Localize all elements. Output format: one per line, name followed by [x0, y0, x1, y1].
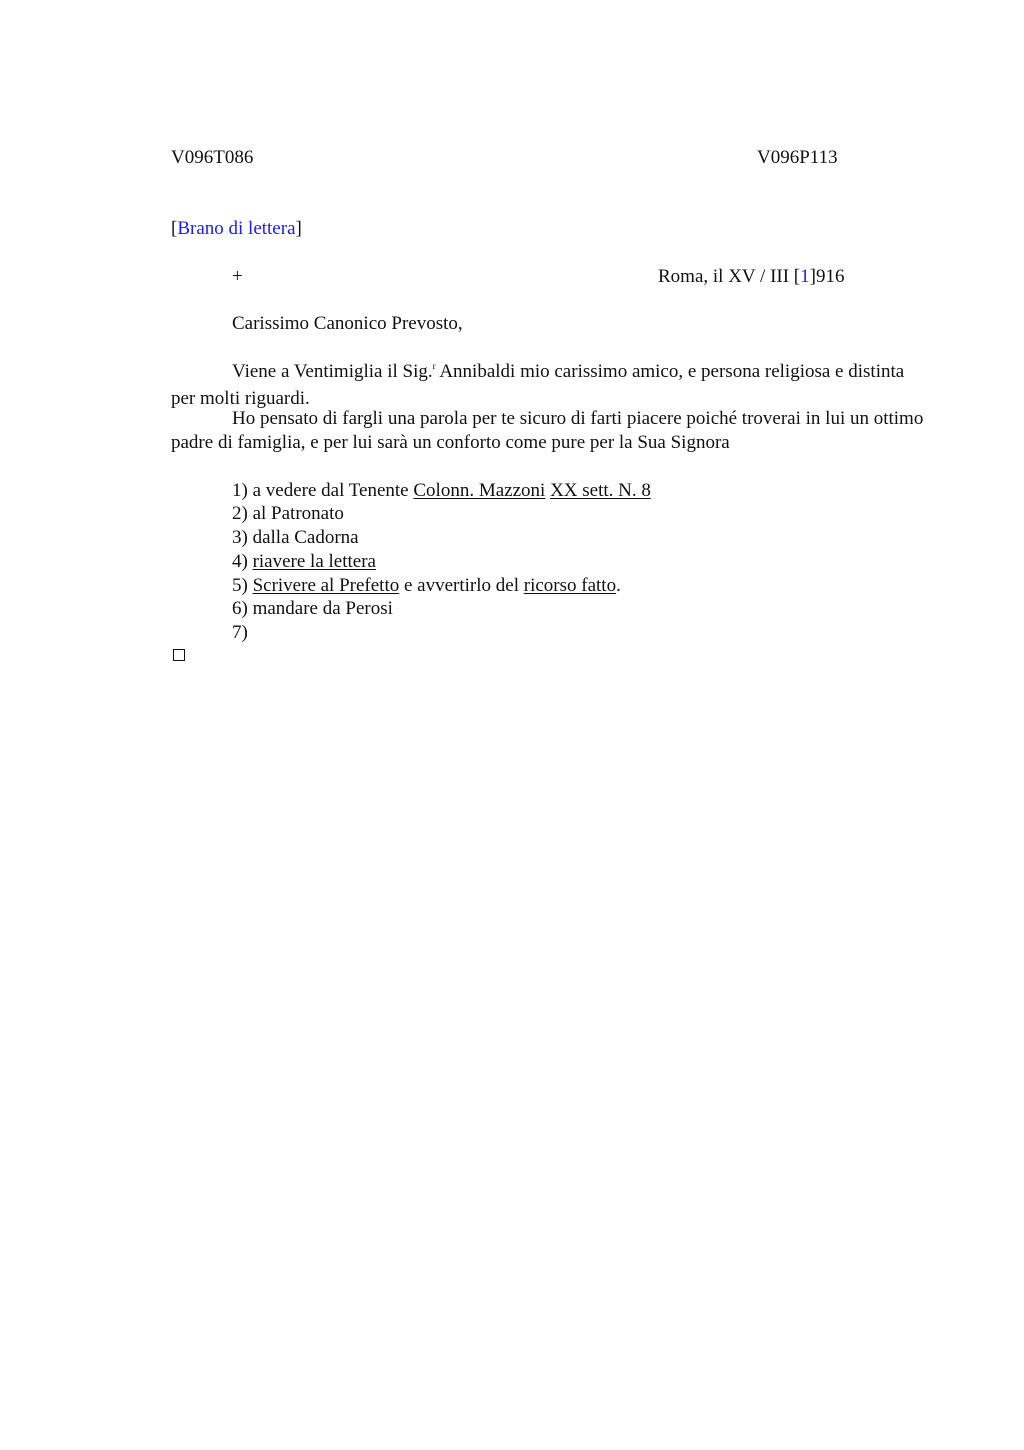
document-code-left: V096T086 [171, 147, 254, 168]
list-item-5-underlined-2: ricorso fatto [523, 575, 617, 596]
paragraph-1 [171, 360, 931, 410]
salutation: Carissimo Canonico Prevosto, [232, 313, 463, 334]
dateline [658, 265, 844, 289]
list-item-1-underlined-name: Colonn. Mazzoni [413, 480, 546, 501]
list-item-5-prefix: 5) [232, 575, 253, 596]
section-label [171, 217, 302, 241]
list-item-3: 3) dalla Cadorna [232, 527, 359, 548]
list-item-5-suffix: . [616, 575, 621, 596]
section-label-close-bracket: ] [295, 218, 302, 239]
section-label-open-bracket: [ [171, 218, 178, 239]
list-item-4 [232, 550, 376, 574]
list-item-6: 6) mandare da Perosi [232, 598, 393, 619]
dateline-prefix: Roma, il XV / III [ [658, 266, 801, 287]
list-item-7: 7) [232, 622, 248, 643]
list-item-4-underlined: riavere la lettera [252, 551, 376, 572]
end-square-icon [173, 649, 185, 661]
list-item-4-prefix: 4) [232, 551, 253, 572]
paragraph-1-rest: Annibaldi mio carissimo amico, e persona religiosa e distinta per molti riguardi. [171, 361, 905, 409]
paragraph-1-superscript: r [432, 361, 436, 371]
list-item-5-middle: e avvertirlo del [399, 575, 524, 596]
paragraph-2: Ho pensato di fargli una parola per te sicuro di farti piacere poiché troverai in lui un ottimo padre di famiglia, e per lui sarà un conforto come pure per la Sua Signora [171, 408, 924, 453]
list-item-1 [232, 479, 651, 503]
paragraph-1-start: Viene a Ventimiglia il Sig. [232, 361, 433, 382]
list-item-5-underlined-1: Scrivere al Prefetto [252, 575, 400, 596]
list-item-1-prefix: 1) a vedere dal Tenente [232, 480, 414, 501]
section-label-text: Brano di lettera [177, 218, 296, 239]
document-code-right: V096P113 [757, 147, 838, 168]
cross-symbol: + [232, 266, 243, 287]
dateline-year-digit: 1 [800, 266, 810, 287]
dateline-suffix: ]916 [809, 266, 845, 287]
list-item-2: 2) al Patronato [232, 503, 344, 524]
list-item-5 [232, 574, 621, 598]
list-item-1-underlined-address: XX sett. N. 8 [550, 480, 651, 501]
